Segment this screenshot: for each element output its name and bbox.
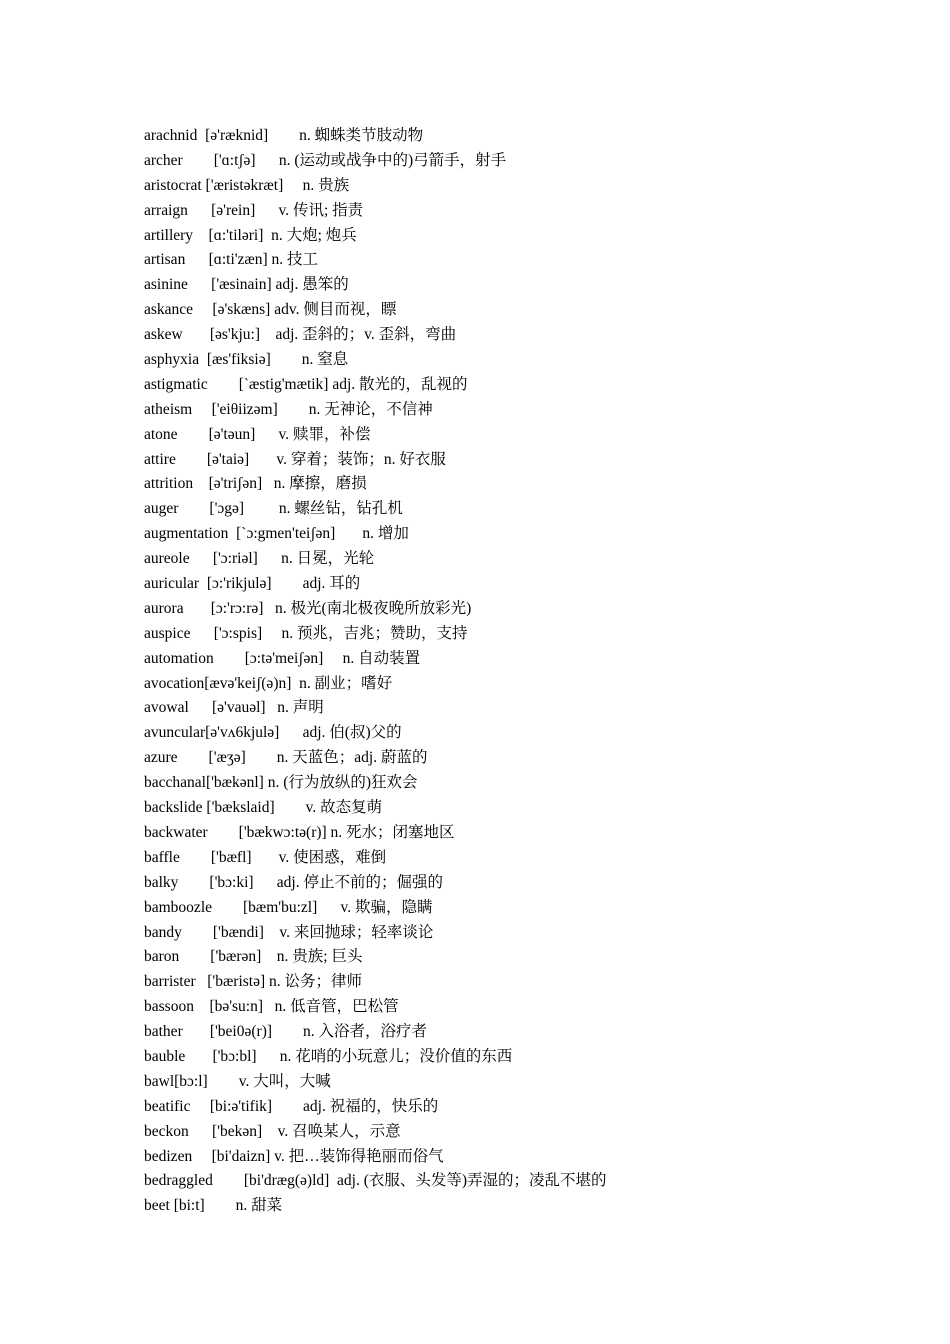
vocab-entry-attrition: attrition [ə'triʃən] n. 摩擦，磨损: [144, 475, 367, 493]
vocab-entry-atheism: atheism ['eiθiizəm] n. 无神论，不信神: [144, 400, 433, 418]
vocab-entry-backslide: backslide ['bækslaid] v. 故态复萌: [144, 799, 383, 817]
vocab-entry-asinine: asinine ['æsinain] adj. 愚笨的: [144, 276, 349, 294]
vocab-entry-astigmatic: astigmatic [`æstig'mætik] adj. 散光的，乱视的: [144, 375, 468, 393]
vocab-entry-archer: archer ['ɑ:tʃə] n. (运动或战争中的)弓箭手，射手: [144, 151, 507, 169]
vocab-entry-bamboozle: bamboozle [bæm'bu:zl] v. 欺骗，隐瞒: [144, 898, 433, 916]
vocab-entry-atone: atone [ə'təun] v. 赎罪，补偿: [144, 425, 371, 443]
vocab-entry-bauble: bauble ['bɔ:bl] n. 花哨的小玩意儿；没价值的东西: [144, 1047, 513, 1065]
vocab-entry-barrister: barrister ['bæristə] n. 讼务；律师: [144, 973, 363, 991]
vocab-entry-azure: azure ['æʒə] n. 天蓝色；adj. 蔚蓝的: [144, 749, 428, 767]
vocab-entry-askance: askance [ə'skæns] adv. 侧目而视，瞟: [144, 301, 397, 319]
vocab-entry-artillery: artillery [ɑ:'tiləri] n. 大炮; 炮兵: [144, 226, 357, 244]
vocab-entry-automation: automation [ɔ:tə'meiʃən] n. 自动装置: [144, 649, 421, 667]
vocab-entry-auger: auger ['ɔgə] n. 螺丝钻，钻孔机: [144, 500, 403, 518]
vocab-entry-artisan: artisan [ɑ:ti'zæn] n. 技工: [144, 251, 319, 269]
vocab-entry-askew: askew [əs'kju:] adj. 歪斜的；v. 歪斜，弯曲: [144, 326, 457, 344]
vocab-entry-arachnid: arachnid [ə'ræknid] n. 蜘蛛类节肢动物: [144, 127, 424, 144]
vocab-entry-bather: bather ['bei0ə(r)] n. 入浴者，浴疗者: [144, 1023, 428, 1041]
vocab-entry-arraign: arraign [ə'rein] v. 传讯; 指责: [144, 201, 364, 219]
vocab-entry-avowal: avowal [ə'vauəl] n. 声明: [144, 699, 324, 717]
vocab-entry-auspice: auspice ['ɔ:spis] n. 预兆，吉兆；赞助，支持: [144, 624, 468, 642]
vocab-entry-aurora: aurora [ɔ:'rɔ:rə] n. 极光(南北极夜晚所放彩光): [144, 599, 472, 617]
vocab-entry-asphyxia: asphyxia [æs'fiksiə] n. 窒息: [144, 351, 349, 369]
vocabulary-list: [144, 124, 844, 1219]
vocab-entry-avocation: avocation[ævə'keiʃ(ə)n] n. 副业；嗜好: [144, 674, 393, 692]
vocab-entry-bedraggled: bedraggled [bi'dræg(ə)ld] adj. (衣服、头发等)弄湿的；凌乱不堪的: [144, 1172, 607, 1190]
vocab-entry-augmentation: augmentation [`ɔ:gmen'teiʃən] n. 增加: [144, 525, 409, 543]
vocab-entry-avuncular: avuncular[ə'vʌ6kjulə] adj. 伯(叔)父的: [144, 724, 402, 742]
vocab-entry-beckon: beckon ['bekən] v. 召唤某人，示意: [144, 1122, 401, 1140]
vocab-entry-backwater: backwater ['bækwɔ:tə(r)] n. 死水；闭塞地区: [144, 823, 455, 841]
vocab-entry-bawl: bawl[bɔ:l] v. 大叫，大喊: [144, 1072, 331, 1090]
vocab-entry-baffle: baffle ['bæfl] v. 使困惑，难倒: [144, 848, 387, 866]
vocab-entry-auricular: auricular [ɔ:'rikjulə] adj. 耳的: [144, 575, 361, 593]
vocab-entry-bedizen: bedizen [bi'daizn] v. 把…装饰得艳丽而俗气: [144, 1147, 444, 1165]
vocab-entry-balky: balky ['bɔ:ki] adj. 停止不前的；倔强的: [144, 873, 443, 891]
vocab-entry-bassoon: bassoon [bə'su:n] n. 低音管，巴松管: [144, 998, 399, 1016]
vocab-entry-aristocrat: aristocrat ['æristəkræt] n. 贵族: [144, 176, 350, 194]
vocab-entry-attire: attire [ə'taiə] v. 穿着；装饰；n. 好衣服: [144, 450, 446, 468]
vocab-entry-beet: beet [bi:t] n. 甜菜: [144, 1197, 283, 1215]
vocab-entry-bacchanal: bacchanal['bækənl] n. (行为放纵的)狂欢会: [144, 774, 418, 792]
vocab-entry-bandy: bandy ['bændi] v. 来回抛球；轻率谈论: [144, 923, 434, 941]
vocab-entry-baron: baron ['bærən] n. 贵族; 巨头: [144, 948, 363, 966]
vocab-entry-beatific: beatific [bi:ə'tifik] adj. 祝福的，快乐的: [144, 1097, 439, 1115]
vocab-entry-aureole: aureole ['ɔ:riəl] n. 日冕，光轮: [144, 550, 375, 568]
